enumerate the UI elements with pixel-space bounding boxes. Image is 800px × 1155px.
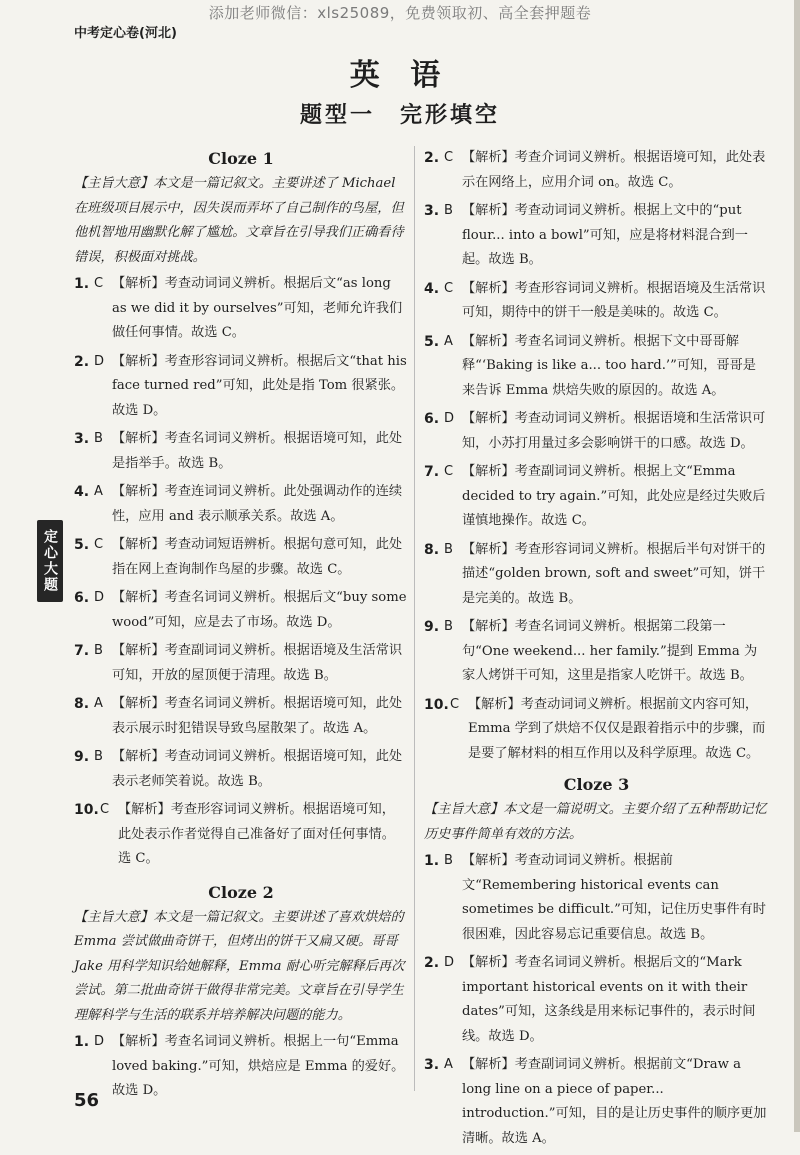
- item-number: 4.: [424, 280, 440, 297]
- item-explanation: 【解析】考查形容词词义辨析。根据语境及生活常识可知，期待中的饼干一般是美味的。故选 C。: [462, 280, 766, 320]
- item-number: 2.: [74, 353, 90, 370]
- item-answer: C: [100, 802, 110, 817]
- cloze1-answer-item: [74, 639, 408, 688]
- cloze2-answer-item: [424, 407, 769, 456]
- cloze1-answer-item: [74, 427, 408, 476]
- cloze3-gist: 【主旨大意】本文是一篇说明文。主要介绍了五种帮助记忆历史事件简单有效的方法。: [424, 802, 767, 842]
- item-explanation: 【解析】考查形容词词义辨析。根据后半句对饼干的描述“golden brown, soft and sweet”可知，饼干是完美的。故选 B。: [462, 541, 766, 606]
- page-number: 56: [74, 1090, 100, 1111]
- item-answer: D: [94, 1034, 105, 1049]
- cloze2-gist: 【主旨大意】本文是一篇记叙文。主要讲述了喜欢烘焙的 Emma 尝试做曲奇饼干，但烤出的饼干又扁又硬。哥哥 Jake 用科学知识给她解释，Emma 耐心听完解释后再次尝试。第二批曲奇饼干做得非常完美。文章旨在引导学生理解科学与生活的联系并培养解决问题的能力。: [74, 909, 405, 1023]
- section-subtitle: 题型一 完形填空: [299, 103, 500, 128]
- item-number: 8.: [74, 696, 90, 712]
- cloze1-answer-item: [74, 272, 408, 346]
- cloze1-gist: 【主旨大意】本文是一篇记叙文。主要讲述了 Michael 在班级项目展示中，因失误而弄坏了自己制作的鸟屋，但他机智地用幽默化解了尴尬。文章旨在引导我们正确看待错误，积极面对挑战。: [74, 176, 404, 265]
- item-explanation: 【解析】考查名词词义辨析。根据下文中哥哥解释“‘Baking is like a... too hard.’”可知，哥哥是来告诉 Emma 烘焙失败的原因的。故选 A。: [462, 333, 756, 398]
- item-answer: A: [94, 696, 103, 711]
- item-explanation: 【解析】考查名词词义辨析。根据后文的“Mark important historical events on it with their dates”可知，这条线是用来标记事件的，表示时间线。故选 D。: [462, 955, 756, 1044]
- item-explanation: 【解析】考查动词词义辨析。根据上文中的“put flour... into a bowl”可知，应是将材料混合到一起。故选 B。: [462, 203, 748, 267]
- item-number: 6.: [74, 590, 90, 606]
- item-explanation: 【解析】考查动词词义辨析。根据语境和生活常识可知，小苏打用量过多会影响饼干的口感。故选 D。: [462, 411, 766, 451]
- cloze2-answer-item: [74, 1030, 408, 1104]
- cloze1-answer-item: [74, 350, 408, 424]
- item-number: 5.: [424, 333, 440, 350]
- item-answer: C: [444, 464, 454, 479]
- cloze2-title: Cloze 2: [208, 882, 274, 902]
- item-answer: B: [444, 203, 453, 218]
- item-answer: A: [94, 484, 103, 499]
- cloze1-answer-item: [74, 798, 408, 872]
- item-number: 7.: [424, 464, 440, 480]
- cloze1-answer-item: [74, 480, 408, 529]
- cloze1-answer-item: [74, 692, 408, 741]
- item-explanation: 【解析】考查动词词义辨析。根据前文“Remembering historical events can sometimes be difficult.”可知，记住历史事件有时很困难，因此容易忘记重要信息。故选 B。: [462, 853, 766, 942]
- item-number: 10.: [424, 696, 449, 713]
- item-number: 6.: [424, 411, 440, 427]
- cloze3-answer-item: [424, 849, 769, 947]
- item-answer: B: [444, 619, 453, 634]
- item-number: 3.: [424, 1057, 440, 1073]
- item-explanation: 【解析】考查形容词词义辨析。根据后文“that his face turned red”可知，此处是指 Tom 很紧张。故选 D。: [112, 353, 407, 418]
- side-tab: 定心大题: [37, 520, 63, 602]
- item-answer: A: [444, 333, 453, 349]
- item-answer: A: [444, 1057, 453, 1072]
- item-answer: C: [444, 280, 454, 296]
- item-explanation: 【解析】考查副词词义辨析。根据前文“Draw a long line on a piece of paper... introduction.”可知，目的是让历史事件的顺序更加清晰。故选 A。: [462, 1057, 767, 1146]
- item-number: 5.: [74, 537, 90, 553]
- item-explanation: 【解析】考查连词词义辨析。此处强调动作的连续性，应用 and 表示顺承关系。故选 A。: [112, 484, 403, 524]
- cloze2-answer-item: [424, 277, 769, 326]
- item-explanation: 【解析】考查动词词义辨析。根据后文“as long as we did it by ourselves”可知，老师允许我们做任何事情。故选 C。: [112, 276, 403, 340]
- cloze1-answer-item: [74, 745, 408, 794]
- item-explanation: 【解析】考查名词词义辨析。根据语境可知，此处是指举手。故选 B。: [112, 431, 403, 471]
- watermark-text: 添加老师微信：xls25089，免费领取初、高全套押题卷: [208, 4, 592, 22]
- item-explanation: 【解析】考查名词词义辨析。根据语境可知，此处表示展示时犯错误导致鸟屋散架了。故选 A。: [112, 696, 403, 736]
- item-number: 1.: [74, 276, 90, 292]
- cloze2-answer-item: [424, 538, 769, 612]
- cloze1-title: Cloze 1: [208, 149, 274, 168]
- item-number: 9.: [74, 749, 90, 765]
- right-column: [424, 146, 769, 1155]
- item-answer: C: [94, 276, 104, 291]
- column-divider: [414, 146, 415, 1091]
- item-answer: B: [444, 853, 453, 868]
- item-explanation: 【解析】考查动词词义辨析。根据前文内容可知，Emma 学到了烘焙不仅仅是跟着指示中的步骤，而是要了解材料的相互作用以及科学原理。故选 C。: [468, 696, 766, 761]
- item-number: 3.: [424, 203, 440, 219]
- item-answer: D: [94, 590, 105, 605]
- item-answer: C: [450, 696, 460, 712]
- item-number: 10.: [74, 802, 99, 818]
- item-explanation: 【解析】考查副词词义辨析。根据上文“Emma decided to try again.”可知，此处应是经过失败后谨慎地操作。故选 C。: [462, 464, 766, 528]
- item-answer: B: [444, 541, 453, 557]
- item-number: 1.: [424, 853, 440, 869]
- item-answer: C: [444, 150, 454, 165]
- item-explanation: 【解析】考查副词词义辨析。根据语境及生活常识可知，开放的屋顶便于清理。故选 B。: [112, 643, 403, 683]
- item-answer: B: [94, 749, 103, 764]
- cloze1-answer-item: [74, 586, 408, 635]
- page-title: 英 语: [349, 58, 451, 93]
- cloze2-answer-item: [424, 460, 769, 534]
- item-answer: B: [94, 643, 103, 658]
- cloze3-answer-item: [424, 951, 769, 1049]
- item-number: 7.: [74, 643, 90, 659]
- item-answer: D: [444, 411, 455, 426]
- item-explanation: 【解析】考查名词词义辨析。根据上一句“Emma loved baking.”可知，烘焙应是 Emma 的爱好。故选 D。: [112, 1034, 405, 1098]
- item-number: 8.: [424, 541, 440, 558]
- item-number: 3.: [74, 431, 90, 447]
- item-explanation: 【解析】考查介词词义辨析。根据语境可知，此处表示在网络上，应用介词 on。故选 C。: [462, 150, 766, 190]
- item-explanation: 【解析】考查动词词义辨析。根据语境可知，此处表示老师笑着说。故选 B。: [112, 749, 403, 789]
- cloze1-answer-item: [74, 533, 408, 582]
- item-number: 2.: [424, 150, 440, 166]
- left-column: [74, 146, 408, 1108]
- item-number: 9.: [424, 619, 440, 635]
- cloze3-title: Cloze 3: [563, 775, 630, 794]
- item-number: 2.: [424, 955, 440, 971]
- item-answer: D: [94, 353, 105, 369]
- cloze2-answer-item: [424, 199, 769, 273]
- item-answer: C: [94, 537, 104, 552]
- item-answer: B: [94, 431, 103, 446]
- cloze2-answer-item: [424, 146, 769, 195]
- page-edge: [794, 0, 800, 1132]
- item-explanation: 【解析】考查名词词义辨析。根据第二段第一句“One weekend... her family.”提到 Emma 为家人烤饼干可知，这里是指家人吃饼干。故选 B。: [462, 619, 758, 683]
- item-answer: D: [444, 955, 455, 970]
- item-explanation: 【解析】考查名词词义辨析。根据后文“buy some wood”可知，应是去了市场。故选 D。: [112, 590, 407, 630]
- item-explanation: 【解析】考查动词短语辨析。根据句意可知，此处指在网上查询制作鸟屋的步骤。故选 C。: [112, 537, 403, 577]
- cloze3-answer-item: [424, 1053, 769, 1151]
- cloze2-answer-item: [424, 330, 769, 404]
- item-number: 1.: [74, 1034, 90, 1050]
- item-number: 4.: [74, 484, 90, 500]
- item-explanation: 【解析】考查形容词词义辨析。根据语境可知，此处表示作者觉得自己准备好了面对任何事情。选 C。: [118, 802, 395, 866]
- cloze2-answer-item: [424, 615, 769, 689]
- book-header: 中考定心卷(河北): [74, 26, 177, 41]
- cloze2-answer-item: [424, 693, 769, 767]
